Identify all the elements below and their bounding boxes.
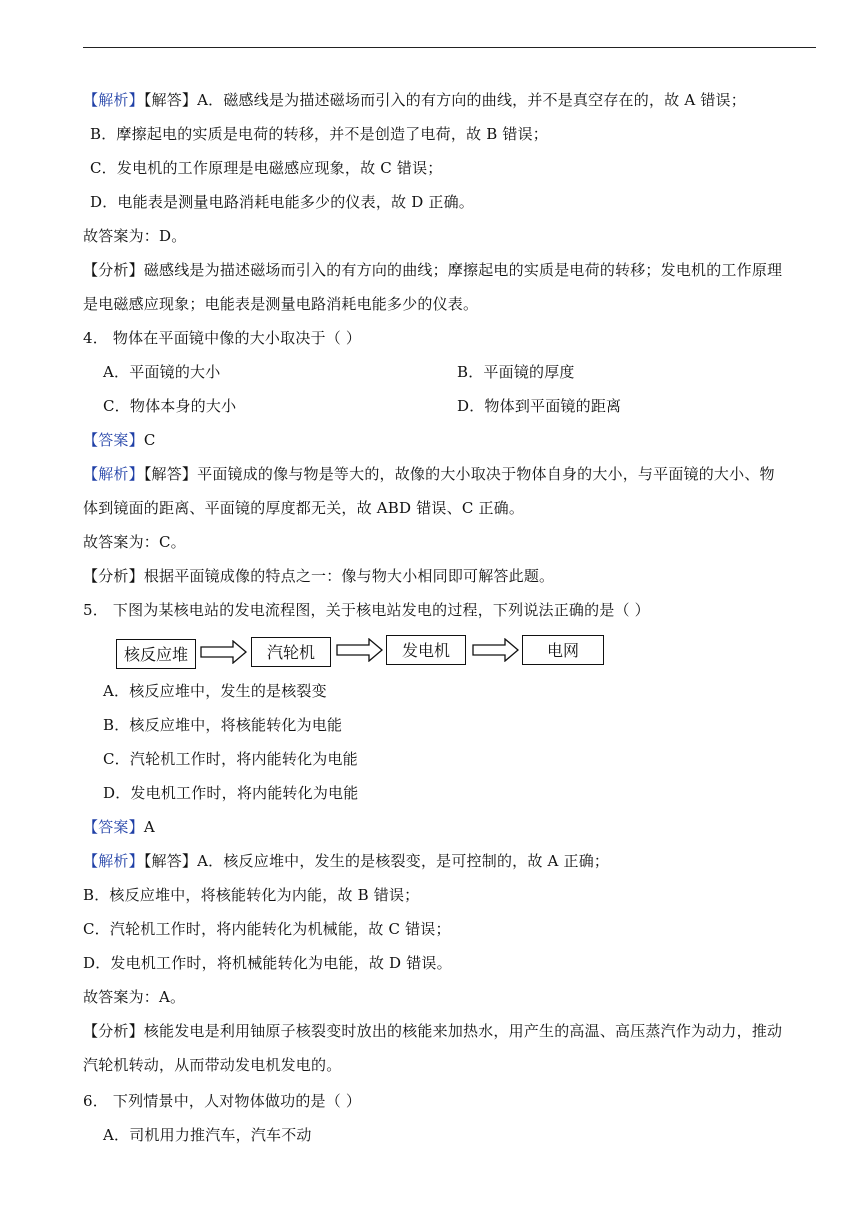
q5-explain-d: D．发电机工作时，将机械能转化为电能，故 D 错误。 bbox=[83, 954, 452, 972]
q3-explain-d: D．电能表是测量电路消耗电能多少的仪表，故 D 正确。 bbox=[90, 193, 474, 211]
q4-option-b: B．平面镜的厚度 bbox=[457, 363, 575, 381]
q5-explain-a: 【解析】【解答】A．核反应堆中，发生的是核裂变，是可控制的，故 A 正确； bbox=[83, 852, 610, 870]
analysis-tag: 【分析】 bbox=[83, 261, 144, 279]
q5-answer: 【答案】A bbox=[83, 818, 155, 836]
flow-arrow-icon bbox=[200, 640, 248, 664]
flow-arrow-icon bbox=[472, 638, 520, 662]
q5-explain-c: C．汽轮机工作时，将内能转化为机械能，故 C 错误； bbox=[83, 920, 451, 938]
q5-final-answer: 故答案为：A。 bbox=[83, 988, 186, 1006]
q4-stem: 4． 物体在平面镜中像的大小取决于（ ） bbox=[83, 329, 362, 347]
q4-option-d: D．物体到平面镜的距离 bbox=[457, 397, 622, 415]
explain-tag: 【解析】 bbox=[83, 91, 144, 109]
q3-explain-c: C．发电机的工作原理是电磁感应现象，故 C 错误； bbox=[90, 159, 443, 177]
q5-option-a: A．核反应堆中，发生的是核裂变 bbox=[103, 682, 327, 700]
q6-option-a: A．司机用力推汽车，汽车不动 bbox=[103, 1126, 312, 1144]
explain-tag: 【解析】 bbox=[83, 465, 144, 483]
q3-analysis-2: 是电磁感应现象；电能表是测量电路消耗电能多少的仪表。 bbox=[83, 295, 479, 313]
q5-option-c: C．汽轮机工作时，将内能转化为电能 bbox=[103, 750, 358, 768]
flow-box-generator: 发电机 bbox=[386, 635, 466, 665]
flow-box-turbine: 汽轮机 bbox=[251, 637, 331, 667]
q4-final-answer: 故答案为：C。 bbox=[83, 533, 186, 551]
q5-analysis-1: 【分析】核能发电是利用铀原子核裂变时放出的核能来加热水，用产生的高温、高压蒸汽作为动力，推动 bbox=[83, 1022, 783, 1040]
q3-analysis-1: 【分析】磁感线是为描述磁场而引入的有方向的曲线；摩擦起电的实质是电荷的转移；发电机的工作原理 bbox=[83, 261, 783, 279]
explain-tag: 【解析】 bbox=[83, 852, 144, 870]
answer-tag: 【答案】 bbox=[83, 818, 144, 836]
q3-final-answer: 故答案为：D。 bbox=[83, 227, 187, 245]
analysis-tag: 【分析】 bbox=[83, 567, 144, 585]
q3-explain-a: 【解析】【解答】A．磁感线是为描述磁场而引入的有方向的曲线，并不是真空存在的，故 A 错误； bbox=[83, 91, 746, 109]
q4-option-c: C．物体本身的大小 bbox=[103, 397, 237, 415]
q5-stem: 5． 下图为某核电站的发电流程图，关于核电站发电的过程，下列说法正确的是（ ） bbox=[83, 601, 650, 619]
q3-explain-b: B．摩擦起电的实质是电荷的转移，并不是创造了电荷，故 B 错误； bbox=[90, 125, 548, 143]
header-rule bbox=[83, 47, 816, 48]
q5-option-d: D．发电机工作时，将内能转化为电能 bbox=[103, 784, 359, 802]
q4-explain-1: 【解析】【解答】平面镜成的像与物是等大的，故像的大小取决于物体自身的大小，与平面镜的大小、物 bbox=[83, 465, 775, 483]
q4-answer: 【答案】C bbox=[83, 431, 156, 449]
power-flow-diagram bbox=[116, 633, 616, 673]
q6-stem: 6． 下列情景中，人对物体做功的是（ ） bbox=[83, 1092, 362, 1110]
analysis-tag: 【分析】 bbox=[83, 1022, 144, 1040]
answer-tag: 【答案】 bbox=[83, 431, 144, 449]
q4-option-a: A．平面镜的大小 bbox=[103, 363, 221, 381]
flow-box-grid: 电网 bbox=[522, 635, 604, 665]
q4-analysis: 【分析】根据平面镜成像的特点之一：像与物大小相同即可解答此题。 bbox=[83, 567, 555, 585]
q5-option-b: B．核反应堆中，将核能转化为电能 bbox=[103, 716, 343, 734]
q5-analysis-2: 汽轮机转动，从而带动发电机发电的。 bbox=[83, 1056, 342, 1074]
q5-explain-b: B．核反应堆中，将核能转化为内能，故 B 错误； bbox=[83, 886, 420, 904]
flow-box-reactor: 核反应堆 bbox=[116, 639, 196, 669]
q4-explain-2: 体到镜面的距离、平面镜的厚度都无关，故 ABD 错误、C 正确。 bbox=[83, 499, 525, 517]
flow-arrow-icon bbox=[336, 638, 384, 662]
